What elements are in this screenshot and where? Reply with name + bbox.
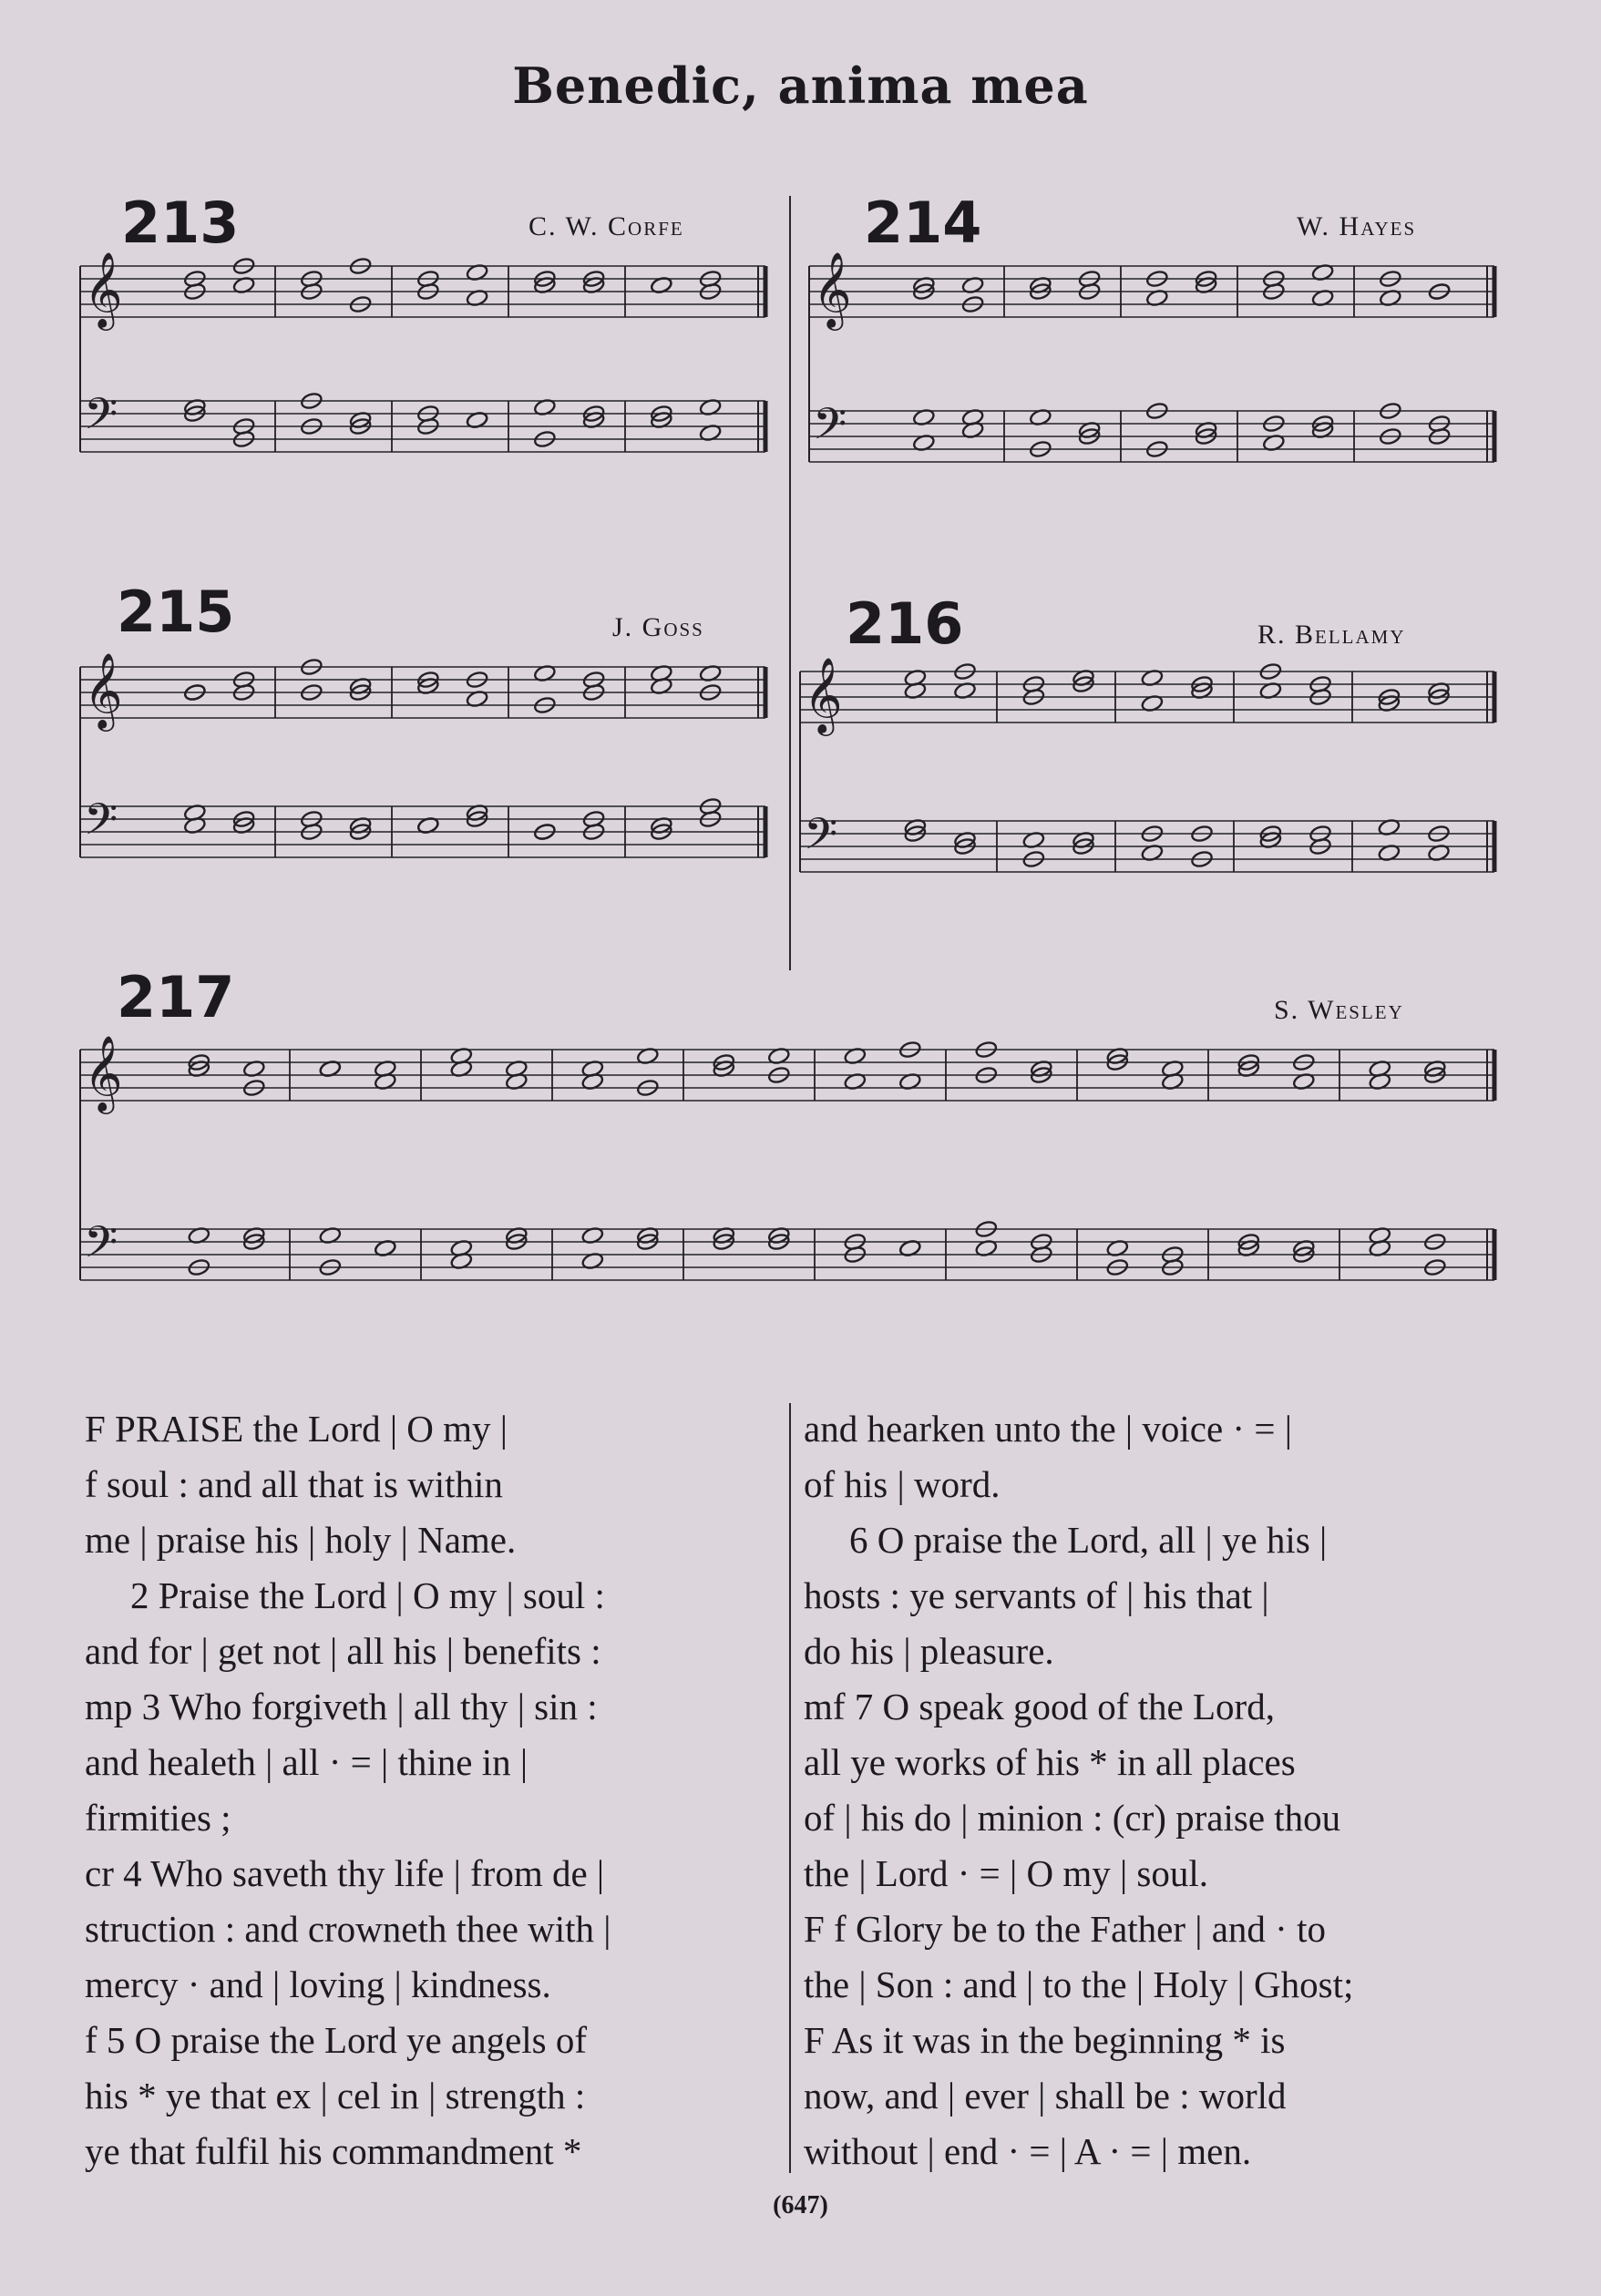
- svg-text:𝄢: 𝄢: [804, 808, 838, 870]
- composer-216: R. Bellamy: [1257, 620, 1406, 650]
- music-score-216: [800, 656, 1502, 952]
- svg-text:𝄞: 𝄞: [84, 651, 123, 728]
- psalm-line: and hearken unto the | voice · = |: [804, 1408, 1292, 1450]
- svg-text:𝄢: 𝄢: [813, 398, 847, 460]
- svg-text:𝄞: 𝄞: [804, 656, 843, 733]
- column-divider-top: [789, 196, 791, 970]
- psalm-line: of his | word.: [804, 1463, 1001, 1505]
- psalm-line: hosts : ye servants of | his that |: [804, 1574, 1269, 1616]
- psalm-line: now, and | ever | shall be : world: [804, 2075, 1287, 2117]
- composer-213: C. W. Corfe: [529, 211, 684, 241]
- psalm-line: F As it was in the beginning * is: [804, 2019, 1286, 2061]
- music-score-217: [80, 1034, 1502, 1385]
- psalm-line: the | Lord · = | O my | soul.: [804, 1852, 1209, 1894]
- psalm-line: mercy · and | loving | kindness.: [85, 1963, 551, 2005]
- psalm-line: of | his do | minion : (cr) praise thou: [804, 1797, 1341, 1839]
- psalm-right-column: [804, 1401, 1505, 2179]
- psalm-left-column: [85, 1401, 777, 2179]
- tune-number-214: 214: [864, 190, 982, 256]
- psalm-line: do his | pleasure.: [804, 1630, 1054, 1672]
- psalm-line: F f Glory be to the Father | and · to: [804, 1908, 1326, 1950]
- psalm-line: and for | get not | all his | benefits :: [85, 1630, 601, 1672]
- svg-text:𝄞: 𝄞: [813, 251, 852, 327]
- column-divider-text: [789, 1403, 791, 2173]
- psalm-line: the | Son : and | to the | Holy | Ghost;: [804, 1963, 1354, 2005]
- psalm-line: mp 3 Who forgiveth | all thy | sin :: [85, 1686, 598, 1727]
- svg-text:𝄢: 𝄢: [84, 1216, 118, 1278]
- composer-217: S. Wesley: [1274, 995, 1404, 1025]
- psalm-line: without | end · = | A · = | men.: [804, 2130, 1252, 2172]
- tune-number-217: 217: [117, 964, 235, 1030]
- tune-number-216: 216: [846, 590, 964, 657]
- psalm-line: all ye works of his * in all places: [804, 1741, 1296, 1783]
- svg-text:𝄢: 𝄢: [84, 388, 118, 450]
- psalm-line: 2 Praise the Lord | O my | soul :: [130, 1574, 605, 1616]
- composer-214: W. Hayes: [1297, 211, 1417, 241]
- tune-number-215: 215: [117, 579, 235, 645]
- music-score-214: [809, 251, 1502, 538]
- psalm-line: f 5 O praise the Lord ye angels of: [85, 2019, 588, 2061]
- svg-text:𝄢: 𝄢: [84, 794, 118, 856]
- composer-215: J. Goss: [612, 612, 704, 642]
- music-score-213: [80, 251, 773, 519]
- page-title: Benedic, anima mea: [512, 56, 1089, 115]
- psalm-line: and healeth | all · = | thine in |: [85, 1741, 529, 1783]
- psalm-line: me | praise his | holy | Name.: [85, 1519, 517, 1561]
- psalm-line: ye that fulfil his commandment *: [85, 2130, 582, 2172]
- tune-number-213: 213: [121, 190, 240, 256]
- svg-text:𝄞: 𝄞: [84, 1034, 123, 1111]
- psalm-line: cr 4 Who saveth thy life | from de |: [85, 1852, 605, 1894]
- svg-text:𝄞: 𝄞: [84, 251, 123, 327]
- psalm-line: firmities ;: [85, 1797, 231, 1839]
- psalm-line: mf 7 O speak good of the Lord,: [804, 1686, 1275, 1727]
- music-score-215: [80, 651, 773, 929]
- psalm-line: struction : and crowneth thee with |: [85, 1908, 611, 1950]
- psalm-line: f soul : and all that is within: [85, 1463, 503, 1505]
- psalm-line: F PRAISE the Lord | O my |: [85, 1408, 508, 1450]
- psalm-line: his * ye that ex | cel in | strength :: [85, 2075, 586, 2117]
- page-number: (647): [773, 2191, 828, 2219]
- psalm-line: 6 O praise the Lord, all | ye his |: [849, 1519, 1328, 1561]
